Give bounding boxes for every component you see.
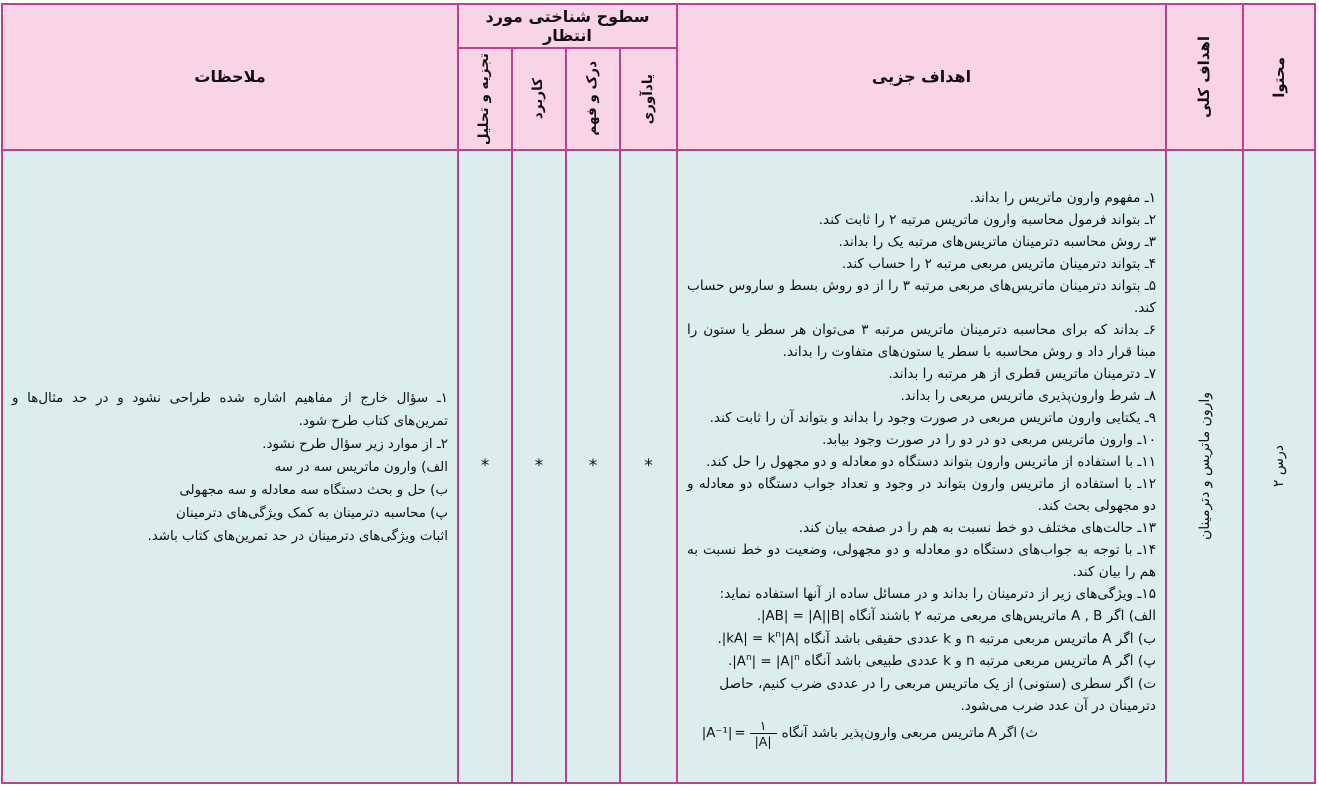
formula-lhs: |A⁻¹| [701, 725, 733, 741]
subitem-text-before: اگر [1115, 630, 1134, 647]
subitem-math-vars: A [987, 725, 997, 741]
header-cognitive-application [512, 48, 566, 150]
header-notes-label: ملاحظات [194, 67, 266, 87]
header-cognitive-analysis [458, 48, 512, 150]
objective-item: ۴ـ بتواند دترمینان ماتریس مربعی مرتبه ۲ را حساب کند. [841, 255, 1156, 272]
subitem-text-before: اگر [1115, 653, 1134, 670]
fraction [750, 719, 777, 748]
cognitive-mark-application: * [534, 455, 544, 476]
subitem-formula: |AB| = |A||B| [761, 608, 845, 624]
note-item: اثبات ویژگی‌های دترمینان در حد تمرین‌های کتاب باشد. [147, 529, 448, 545]
objective-item: ۱۳ـ حالت‌های مختلف دو خط نسبت به هم را در صفحه بیان کند. [798, 519, 1156, 536]
objective-item: ۱۴ـ با توجه به جواب‌های دستگاه دو معادله و دو مجهولی، وضعیت دو خط نسبت به هم را بیان کند. [687, 541, 1156, 580]
header-cognitive-analysis-label: تجزیه و تحلیل [476, 52, 493, 145]
lesson-plan-table [1, 3, 1316, 784]
cognitive-mark-comprehension: * [588, 455, 598, 476]
fraction-numerator: ۱ [759, 718, 767, 734]
subitem-marker: پ) [1137, 653, 1156, 670]
cell-content [1243, 150, 1315, 783]
table-row [2, 150, 1315, 783]
header-cognitive-comprehension-label: درک و فهم [584, 61, 601, 137]
objective-subitem-te [687, 673, 1156, 717]
objectives-list [678, 177, 1165, 757]
header-cognitive-comprehension [566, 48, 620, 150]
subitem-text-middle: ماتریس‌های مربعی مرتبه ۲ باشند آنگاه [848, 607, 1067, 624]
header-cognitive-recall [620, 48, 677, 150]
header-cognitive-group-label: سطوح شناختی مورد انتظار [485, 6, 650, 45]
subitem-formula-fraction [702, 719, 779, 748]
objective-item: ۸ـ شرط وارون‌پذیری ماتریس مربعی را بداند. [900, 387, 1156, 404]
subitem-marker: ث) [1020, 725, 1038, 741]
subitem-text-middle: ماتریس مربعی وارون‌پذیر باشد آنگاه [781, 725, 985, 741]
cell-cognitive-analysis [458, 150, 512, 783]
cognitive-mark-analysis: * [480, 455, 490, 476]
cell-notes [2, 150, 458, 783]
objective-item: ۱۵ـ ویژگی‌های زیر از دترمینان را بداند و در مسائل ساده از آنها استفاده نماید: [719, 585, 1156, 602]
general-goals-value: وارون ماتریس و دترمینان [1196, 392, 1213, 541]
note-item: الف) وارون ماتریس سه در سه [274, 459, 448, 475]
subitem-text-before: اگر [999, 725, 1018, 741]
notes-list [3, 377, 457, 556]
objective-subitem-pe [687, 650, 1156, 673]
cell-cognitive-recall [620, 150, 677, 783]
objective-item: ۳ـ روش محاسبه دترمینان ماتریس‌های مرتبه یک را بداند. [838, 233, 1156, 250]
objective-item: ۲ـ بتواند فرمول محاسبه وارون ماتریس مرتبه ۲ را ثابت کند. [818, 211, 1156, 228]
subitem-marker: الف) [1128, 607, 1156, 624]
objective-subitem-alef [687, 605, 1156, 628]
header-content-label: محتوا [1269, 56, 1288, 98]
header-objectives-column [677, 4, 1166, 150]
objective-item: ۱۲ـ با استفاده از ماتریس وارون بتواند در وجود و تعداد جواب دستگاه دو معادله و دو مجهولی بحث کند. [687, 475, 1156, 514]
objective-item: ۵ـ بتواند دترمینان ماتریس‌های مربعی مرتبه ۳ را از دو روش بسط و ساروس حساب کند. [687, 277, 1156, 316]
cell-general-goals [1166, 150, 1243, 783]
subitem-marker: ب) [1137, 630, 1156, 647]
subitem-text-after: . [727, 653, 733, 670]
cognitive-mark-recall: * [644, 455, 653, 476]
note-item: ۲ـ از موارد زیر سؤال طرح نشود. [262, 436, 448, 452]
equals-sign: = [734, 725, 746, 741]
subitem-marker: ت) [1137, 676, 1156, 693]
header-general-goals-label: اهداف کلی [1195, 35, 1213, 118]
cell-objectives [677, 150, 1166, 783]
subitem-text-middle: ماتریس مربعی مرتبه n و k عددی طبیعی باشد آنگاه [804, 653, 1098, 670]
note-item: پ) محاسبه دترمینان به کمک ویژگی‌های دترمینان [176, 506, 448, 522]
objective-item: ۱۰ـ وارون ماتریس مربعی دو در دو را در صورت وجود بیابد. [822, 431, 1156, 448]
header-general-goals-column [1166, 4, 1243, 150]
lesson-plan-sheet [0, 3, 1319, 790]
cell-cognitive-comprehension [566, 150, 620, 783]
objective-subitem-se [687, 719, 1156, 748]
subitem-math-vars: A , B [1071, 608, 1103, 624]
header-objectives-label: اهداف جزیی [871, 67, 972, 87]
header-notes-column [2, 4, 458, 150]
subitem-text-after: . [717, 630, 722, 647]
note-item: ب) حل و بحث دستگاه سه معادله و سه مجهولی [179, 482, 448, 498]
header-cognitive-recall-label: یادآوری [639, 73, 656, 124]
header-content-column [1243, 4, 1315, 150]
objective-item: ۱۱ـ با استفاده از ماتریس وارون بتواند دستگاه دو معادله و دو مجهول را حل کند. [706, 453, 1156, 470]
subitem-math-vars: A [1102, 654, 1112, 670]
fraction-denominator: |A| [750, 733, 777, 748]
header-cognitive-application-label: کاربرد [530, 78, 547, 120]
content-value: درس ۲ [1271, 445, 1287, 488]
subitem-formula: $|kA| = k^n|A|$ [721, 630, 800, 647]
note-item: ۱ـ سؤال خارج از مفاهیم اشاره شده طراحی نشود و در حد مثال‌ها و تمرین‌های کتاب طرح شود. [12, 390, 448, 429]
subitem-text-after: . [756, 607, 762, 624]
cell-cognitive-application [512, 150, 566, 783]
objective-item: ۷ـ دترمینان ماتریس قطری از هر مرتبه را بداند. [888, 365, 1156, 382]
objective-subitem-be [687, 628, 1156, 651]
subitem-text-middle: ماتریس مربعی مرتبه n و k عددی حقیقی باشد آنگاه [803, 630, 1098, 647]
objective-item: ۶ـ بداند که برای محاسبه دترمینان ماتریس مرتبه ۳ می‌توان هر سطر یا ستون را مبنا قرار داد و روش محاسبه با سطر یا ستون‌های متفاوت را بداند. [687, 321, 1156, 360]
subitem-text-before: اگر [1106, 607, 1125, 624]
table-header-row-top [2, 4, 1315, 48]
objective-item: ۱ـ مفهوم وارون ماتریس را بداند. [969, 189, 1156, 206]
subitem-text-before: اگر سطری (ستونی) از یک ماتریس مربعی را در عددی ضرب کنیم، حاصل دترمینان در آن عدد ضرب می‌شود. [719, 676, 1156, 715]
subitem-math-vars: A [1102, 631, 1112, 647]
header-cognitive-group [458, 4, 677, 48]
objective-item: ۹ـ یکتایی وارون ماتریس مربعی در صورت وجود را بداند و بتواند آن را ثابت کند. [709, 409, 1156, 426]
subitem-formula: $|A^n| = |A|^n$ [732, 652, 800, 670]
